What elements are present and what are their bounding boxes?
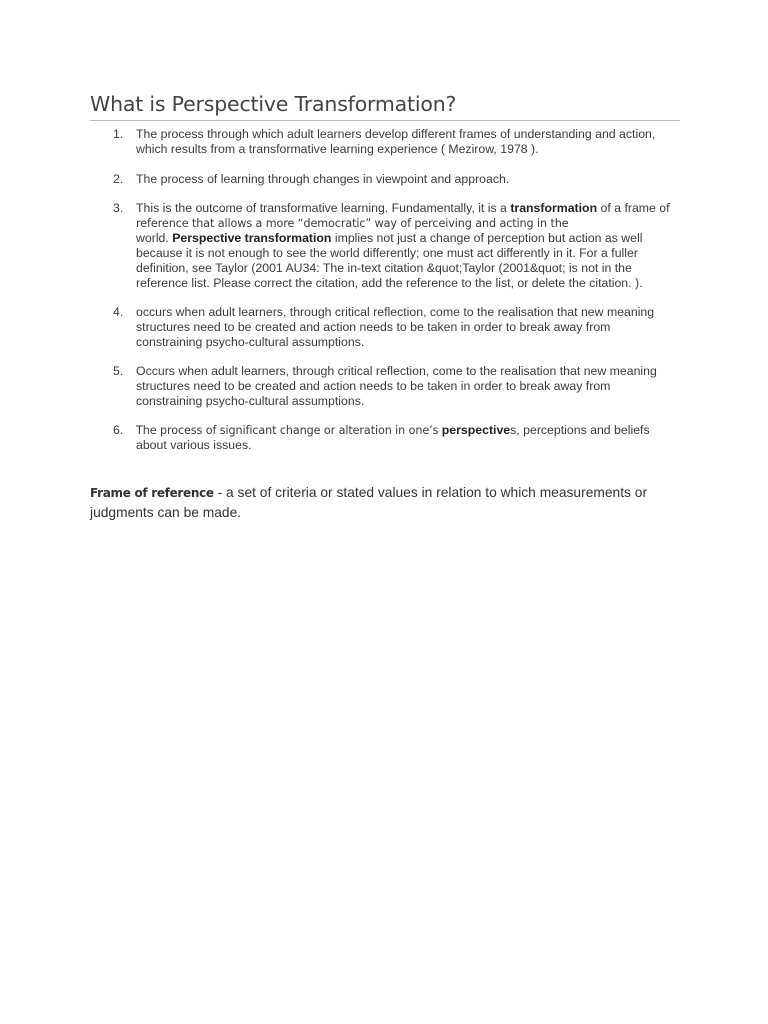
- list-item-3: [90, 201, 680, 291]
- list-item-text: Occurs when adult learners, through critical reflection, come to the realisation that new meaning structures need to be created and action needs to be taken in order to break away from constraining psycho-cultural assumptions.: [136, 364, 657, 408]
- list-item-text: The process through which adult learners develop different frames of understanding and action, which results from a transformative learning experience ( Mezirow, 1978 ).: [136, 127, 656, 156]
- list-item-text: The process of learning through changes in viewpoint and approach.: [136, 172, 510, 186]
- list-item-5: [90, 364, 680, 409]
- list-item-2: [90, 172, 680, 187]
- bold-term-perspective-transformation: Perspective transformation: [172, 231, 332, 245]
- list-number: 2.: [113, 172, 124, 186]
- bold-term-transformation: transformation: [510, 201, 598, 215]
- definition-term: Frame of reference: [90, 486, 214, 500]
- bold-term-perspective: perspective: [441, 423, 511, 437]
- list-item-text: occurs when adult learners, through critical reflection, come to the realisation that new meaning structures need to be created and action needs to be taken in order to break away from constraining psycho-cultural assumptions.: [136, 305, 655, 349]
- list-item-text: world.: [136, 231, 173, 245]
- list-number: 6.: [113, 423, 124, 437]
- list-item-text: implies not just a change of perception but action as well because it is not enough to see the world differently; one must act differently in it. For a fuller definition, see Taylor (2001 AU34: The in-text citation &quot;Taylor (2001&quot; is not in the reference list. Please correct the citation, add the reference to the list, or delete the citation. ).: [136, 231, 643, 290]
- list-item-text: s, perceptions and beliefs about various issues.: [136, 423, 650, 452]
- list-item-4: [90, 305, 680, 350]
- list-number: 1.: [113, 127, 124, 141]
- list-number: 5.: [113, 364, 124, 378]
- list-item-text-alt: The process of significant change or alteration in one’s: [136, 424, 442, 437]
- definition-list: [90, 127, 680, 453]
- list-item-1: [90, 127, 680, 157]
- page-title: What is Perspective Transformation?: [90, 92, 457, 116]
- list-number: 3.: [113, 201, 124, 215]
- title-divider: [90, 120, 680, 121]
- list-item-6: [90, 423, 680, 453]
- list-item-text: This is the outcome of transformative learning. Fundamentally, it is a: [136, 201, 511, 215]
- list-number: 4.: [113, 305, 124, 319]
- list-item-text-alt: of reference that allows a more “democratic” way of perceiving and acting in the: [136, 202, 670, 230]
- frame-of-reference-definition: [90, 483, 680, 522]
- definition-text: - a set of criteria or stated values in relation to which measurements or judgments can be made.: [90, 485, 648, 520]
- list-item-text: of a frame: [597, 201, 656, 215]
